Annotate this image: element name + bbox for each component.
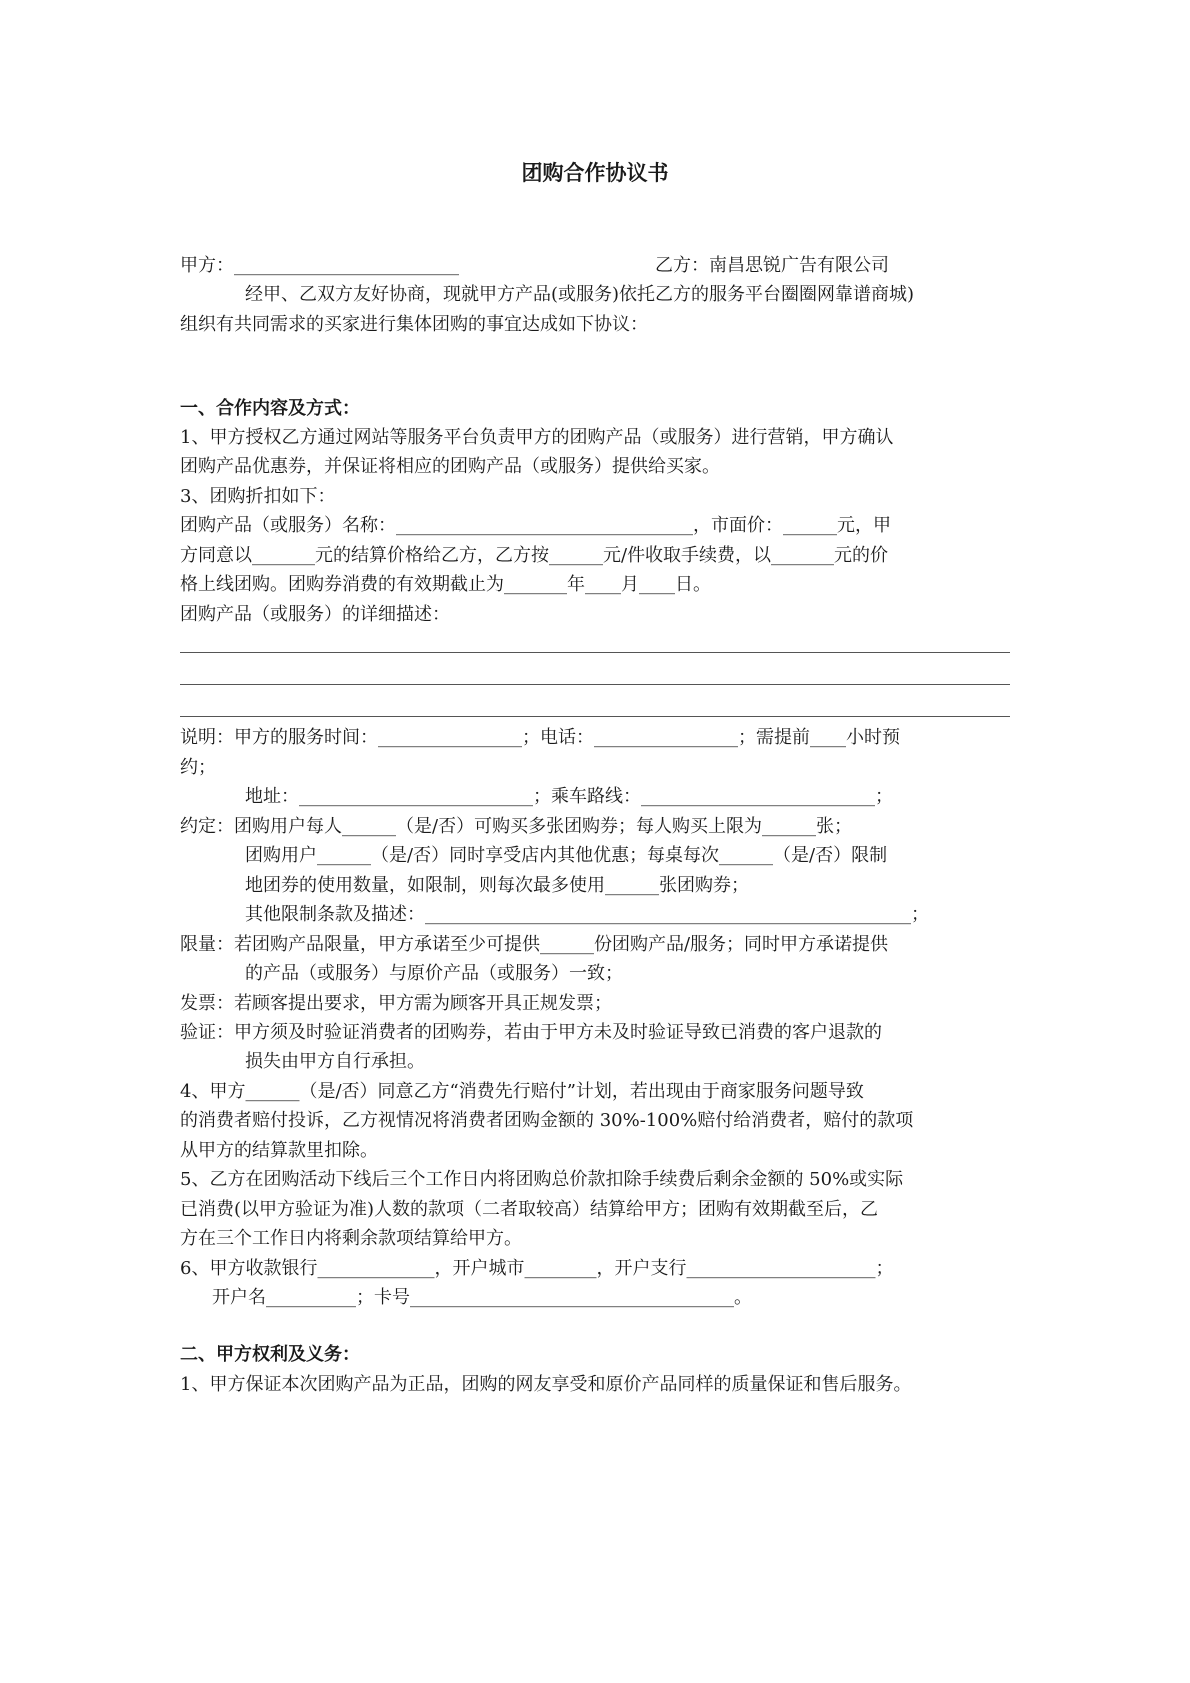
section-2-line: 1、甲方保证本次团购产品为正品，团购的网友享受和原价产品同样的质量保证和售后服务。 bbox=[180, 1374, 912, 1395]
section-1-line: 团购产品（或服务）名称：_________________________________，市面价：______元，甲 bbox=[180, 515, 891, 536]
item-5-line: 5、乙方在团购活动下线后三个工作日内将团购总价款扣除手续费后剩余金额的 50%或实际 bbox=[180, 1169, 904, 1190]
section-2-heading: 二、甲方权利及义务： bbox=[180, 1344, 360, 1365]
intro-line-1: 经甲、乙双方友好协商，现就甲方产品(或服务)依托乙方的服务平台圈圈网靠谱商城) bbox=[245, 284, 915, 305]
section-1-heading: 一、合作内容及方式： bbox=[180, 398, 360, 419]
section-1-line: 格上线团购。团购券消费的有效期截止为_______年____月____日。 bbox=[180, 574, 711, 595]
party-a-line: 甲方：_________________________ bbox=[180, 255, 459, 276]
item-4-line: 的消费者赔付投诉，乙方视情况将消费者团购金额的 30%-100%赔付给消费者，赔付的款项 bbox=[180, 1110, 914, 1131]
item-4-line: 从甲方的结算款里扣除。 bbox=[180, 1140, 378, 1161]
item-5-line: 已消费(以甲方验证为准)人数的款项（二者取较高）结算给甲方；团购有效期截至后，乙 bbox=[180, 1199, 879, 1220]
intro-line-2: 组织有共同需求的买家进行集体团购的事宜达成如下协议： bbox=[180, 314, 648, 335]
party-b-line: 乙方：南昌思锐广告有限公司 bbox=[655, 255, 889, 276]
item-5-line: 方在三个工作日内将剩余款项结算给甲方。 bbox=[180, 1228, 522, 1249]
verify-line: 验证：甲方须及时验证消费者的团购券，若由于甲方未及时验证导致已消费的客户退款的 bbox=[180, 1022, 882, 1043]
section-1-line: 团购产品（或服务）的详细描述： bbox=[180, 604, 450, 625]
notes-line: 说明：甲方的服务时间：________________；电话：________________；需提前____小时预 bbox=[180, 727, 900, 748]
agreement-line: 约定：团购用户每人______（是/否）可购买多张团购券；每人购买上限为______张； bbox=[180, 816, 853, 837]
item-4-line: 4、甲方______（是/否）同意乙方“消费先行赔付”计划，若出现由于商家服务问题导致 bbox=[180, 1081, 864, 1102]
verify-line: 损失由甲方自行承担。 bbox=[245, 1051, 425, 1072]
document-title: 团购合作协议书 bbox=[521, 160, 669, 185]
description-blank-line bbox=[180, 684, 1010, 685]
limit-line: 限量：若团购产品限量，甲方承诺至少可提供______份团购产品/服务；同时甲方承诺提供 bbox=[180, 934, 889, 955]
section-1-line: 方同意以_______元的结算价格给乙方，乙方按______元/件收取手续费，以_______元的价 bbox=[180, 545, 889, 566]
invoice-line: 发票：若顾客提出要求，甲方需为顾客开具正规发票； bbox=[180, 993, 612, 1014]
agreement-line: 其他限制条款及描述：______________________________________________________； bbox=[245, 904, 929, 925]
notes-line: 约； bbox=[180, 757, 216, 778]
agreement-line: 团购用户______（是/否）同时享受店内其他优惠；每桌每次______（是/否）限制 bbox=[245, 845, 888, 866]
section-1-line: 1、甲方授权乙方通过网站等服务平台负责甲方的团购产品（或服务）进行营销，甲方确认 bbox=[180, 427, 894, 448]
item-6-line: 开户名__________；卡号____________________________________。 bbox=[212, 1287, 752, 1308]
description-blank-line bbox=[180, 716, 1010, 717]
description-blank-line bbox=[180, 652, 1010, 653]
section-1-line: 3、团购折扣如下： bbox=[180, 486, 336, 507]
agreement-line: 地团券的使用数量，如限制，则每次最多使用______张团购券； bbox=[245, 875, 749, 896]
limit-line: 的产品（或服务）与原价产品（或服务）一致； bbox=[245, 963, 623, 984]
item-6-line: 6、甲方收款银行_____________，开户城市________，开户支行_____________________； bbox=[180, 1258, 894, 1279]
section-1-line: 团购产品优惠券，并保证将相应的团购产品（或服务）提供给买家。 bbox=[180, 456, 720, 477]
address-line: 地址：__________________________；乘车路线：__________________________； bbox=[245, 786, 893, 807]
